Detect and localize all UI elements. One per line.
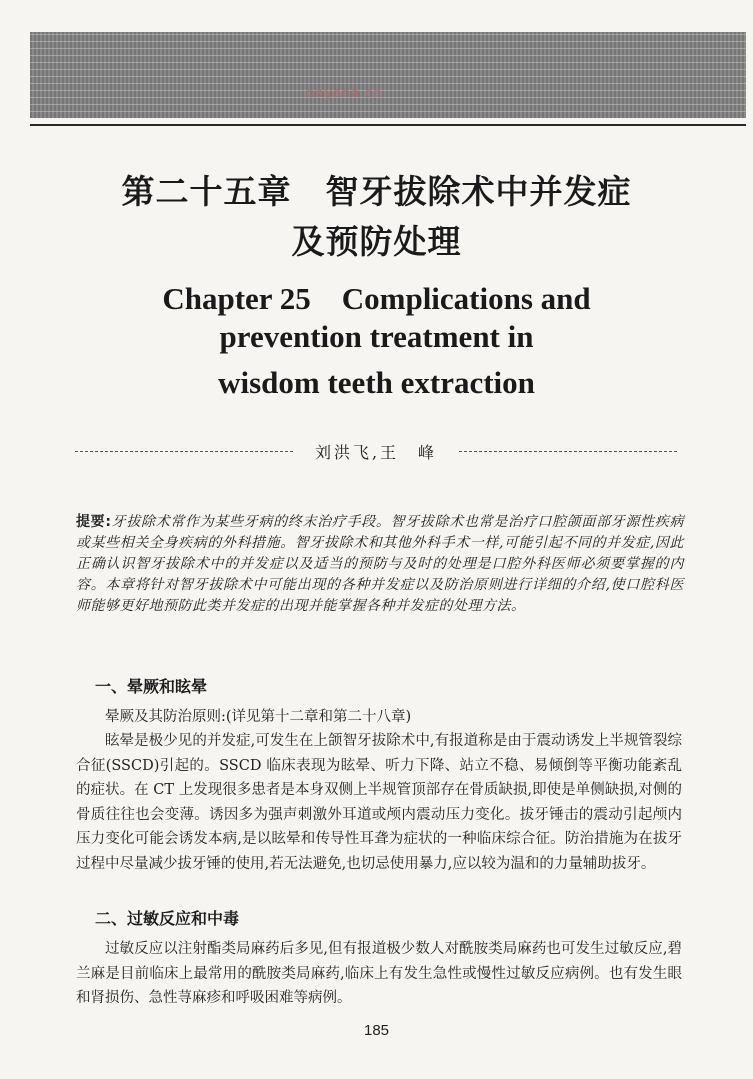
authors: 刘洪飞,王 峰	[314, 443, 438, 462]
section-heading-1: 一、晕厥和眩晕	[95, 677, 208, 696]
author-line	[75, 437, 677, 467]
page-number: 185	[363, 1022, 390, 1039]
watermark: nayona.cn	[306, 86, 383, 101]
abstract-text: 牙拔除术常作为某些牙病的终末治疗手段。智牙拔除术也常是治疗口腔颌面部牙源性疾病或某些相关全身疾病的外科措施。智牙拔除术和其他外科手术一样,可能引起不同的并发症,因此正确认识智牙拔除术中的并发症以及适当的预防与及时的处理是口腔外科医师必须要掌握的内容。本章将针对智牙拔除术中可能出现的各种并发症以及防治原则进行详细的介绍,使口腔科医师能够更好地预防此类并发症的出现并能掌握各种并发症的处理方法。	[76, 514, 684, 614]
chapter-title-en-line3: wisdom teeth extraction	[218, 365, 535, 400]
header-rule	[30, 124, 746, 126]
chapter-title-en-line2: prevention treatment in	[219, 319, 534, 354]
section1-paragraph-2: 眩晕是极少见的并发症,可发生在上颌智牙拔除术中,有报道称是由于震动诱发上半规管裂综合征(SSCD)引起的。SSCD 临床表现为眩晕、听力下降、站立不稳、易倾倒等平衡功能紊乱的症状。在 CT 上发现很多患者是本身双侧上半规管顶部存在骨质缺损,即使是单侧缺损,对侧的骨质往往也会变薄。诱因多为强声刺激外耳道或颅内震动压力变化。拔牙锤击的震动引起颅内压力变化可能会诱发本病,是以眩晕和传导性耳聋为症状的一种临床综合征。防治措施为在拔牙过程中尽量减少拔牙锤的使用,若无法避免,也切忌使用暴力,应以较为温和的力量辅助拔牙。	[76, 733, 682, 872]
chapter-title-cn-line2: 及预防处理	[291, 222, 462, 261]
section2-paragraph-1: 过敏反应以注射酯类局麻药后多见,但有报道极少数人对酰胺类局麻药也可发生过敏反应,碧兰麻是目前临床上最常用的酰胺类局麻药,临床上有发生急性或慢性过敏反应病例。也有发生眼和肾损伤、急性荨麻疹和呼吸困难等病例。	[76, 941, 682, 1006]
chapter-title-en-line1: Chapter 25 Complications and	[162, 281, 591, 316]
section-heading-2: 二、过敏反应和中毒	[95, 909, 240, 928]
section1-paragraph-1: 晕厥及其防治原则:(详见第十二章和第二十八章)	[105, 709, 412, 725]
abstract-label: 提要:	[76, 514, 112, 530]
abstract	[76, 512, 684, 617]
chapter-title-cn-line1: 第二十五章 智牙拔除术中并发症	[121, 172, 632, 211]
header-decoration-band	[30, 32, 746, 118]
author-divider-right	[459, 451, 677, 452]
